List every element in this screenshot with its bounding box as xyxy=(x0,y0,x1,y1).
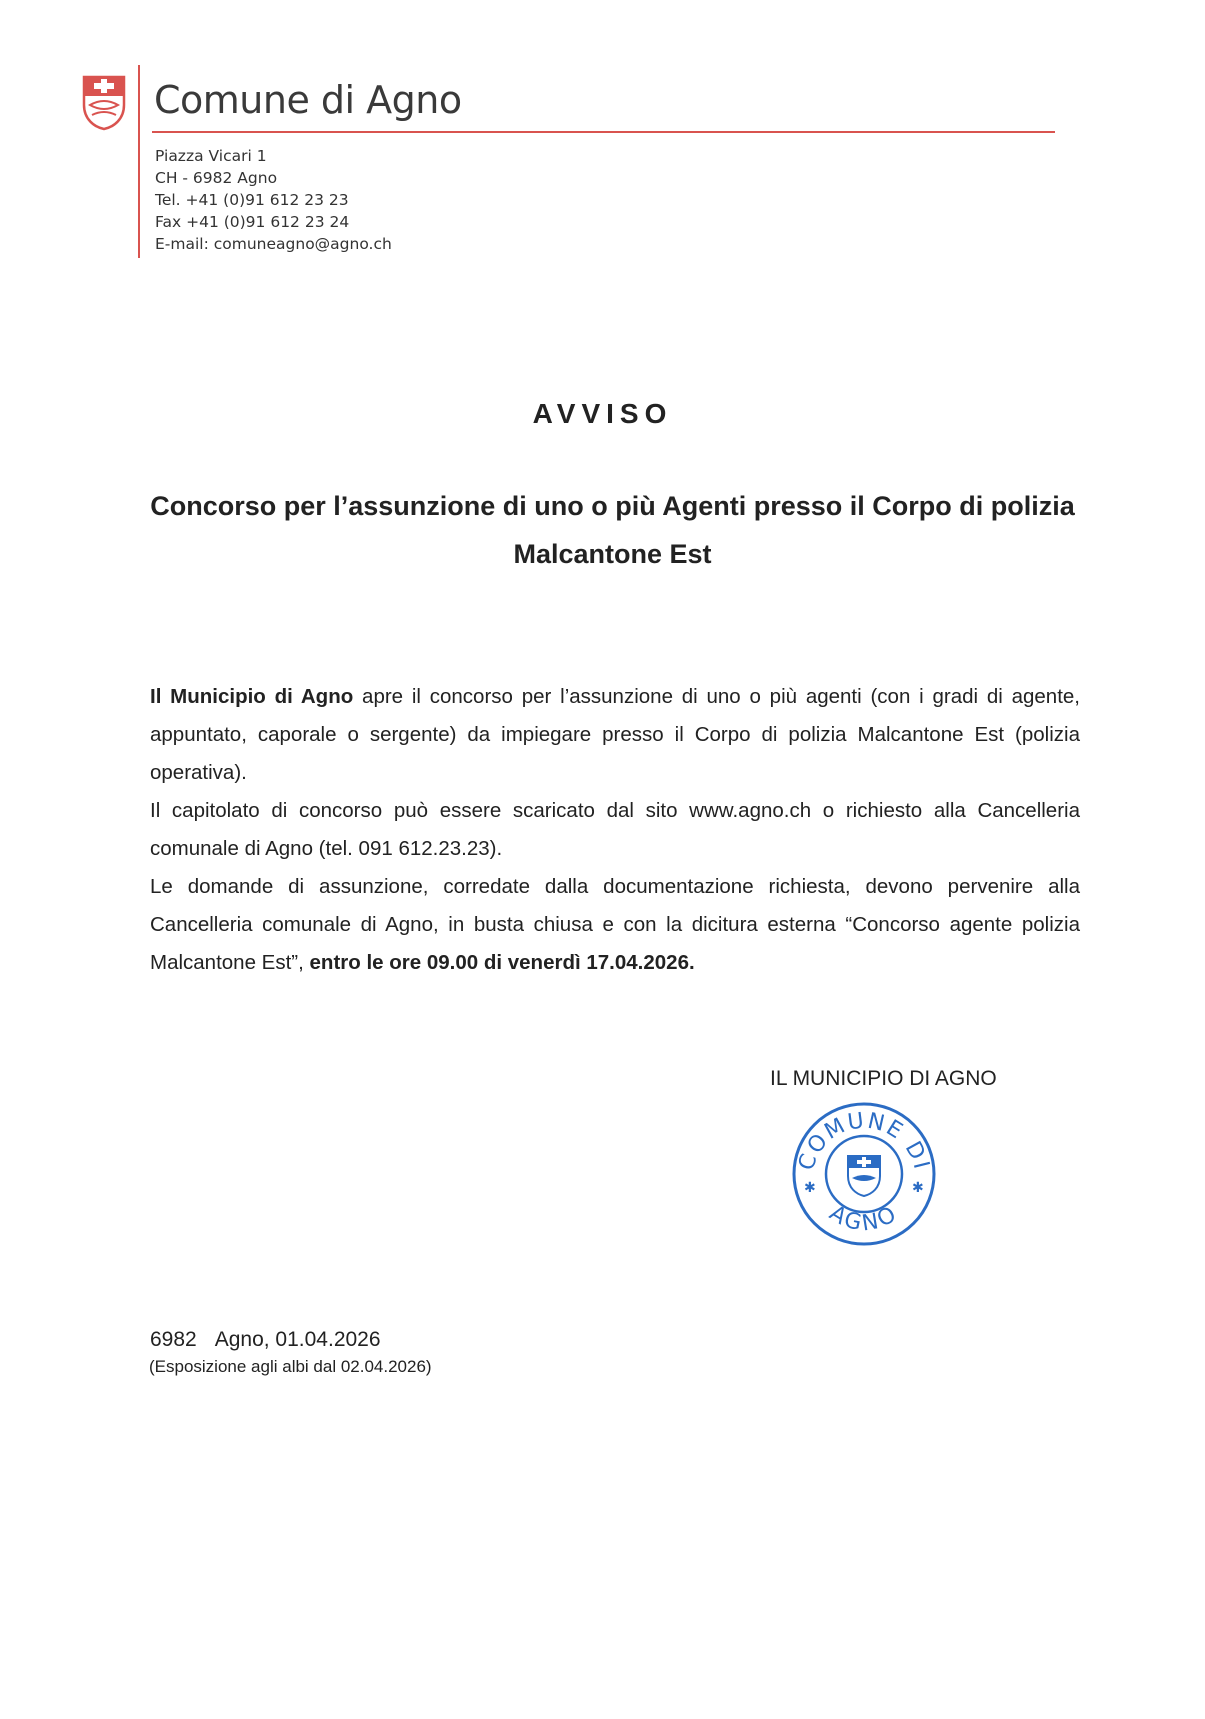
municipality-name: Comune di Agno xyxy=(154,78,462,122)
stamp-crest-icon xyxy=(848,1156,880,1196)
date-line: Agno, 01.04.2026 xyxy=(214,1328,381,1351)
address-email: E-mail: comuneagno@agno.ch xyxy=(155,235,392,253)
signature-label: IL MUNICIPIO DI AGNO xyxy=(770,1067,997,1090)
body-paragraph-3-text: Le domande di assunzione, corredate dalla documentazione richiesta, devono pervenire alla Cancelleria comunale di Agno, in busta chiusa e con la dicitura esterna “Concorso agente polizia Malcantone Est”, xyxy=(150,875,1080,974)
body-paragraph-1-text: apre il concorso per l’assunzione di uno o più agenti (con i gradi di agente, appuntato, caporale o sergente) da impiegare presso il Corpo di polizia Malcantone Est (polizia operativa). xyxy=(150,685,1080,784)
coat-of-arms-icon xyxy=(82,75,126,131)
address-street: Piazza Vicari 1 xyxy=(155,147,267,165)
stamp-bottom-text: AGNO xyxy=(824,1200,904,1237)
place-and-date xyxy=(150,1328,381,1352)
notice-body xyxy=(150,678,1080,982)
stamp-star-icon: ✱ xyxy=(804,1180,816,1196)
notice-subject: Concorso per l’assunzione di uno o più Agenti presso il Corpo di polizia Malcantone Est xyxy=(150,491,1075,569)
exposure-note: (Esposizione agli albi dal 02.04.2026) xyxy=(149,1357,432,1376)
address-phone: Tel. +41 (0)91 612 23 23 xyxy=(155,191,349,209)
body-paragraph-3 xyxy=(150,868,1080,982)
official-stamp xyxy=(790,1100,938,1248)
notice-heading: AVVISO xyxy=(532,398,673,429)
address-fax: Fax +41 (0)91 612 23 24 xyxy=(155,213,350,231)
letterhead-horizontal-rule xyxy=(152,131,1055,133)
postal-code: 6982 xyxy=(150,1328,197,1351)
body-paragraph-1-bold: Il Municipio di Agno xyxy=(150,685,354,708)
svg-text:AGNO xyxy=(825,1201,903,1237)
municipality-address xyxy=(155,145,392,255)
body-paragraph-2: Il capitolato di concorso può essere scaricato dal sito www.agno.ch o richiesto alla Cancelleria comunale di Agno (tel. 091 612.23.23). xyxy=(150,799,1080,860)
stamp-top-text: COMUNE DI xyxy=(793,1108,934,1174)
body-paragraph-1 xyxy=(150,678,1080,792)
letterhead-vertical-rule xyxy=(138,65,140,258)
body-paragraph-3-deadline: entro le ore 09.00 di venerdì 17.04.2026. xyxy=(309,951,695,974)
address-city: CH - 6982 Agno xyxy=(155,169,278,187)
stamp-star-icon: ✱ xyxy=(912,1180,924,1196)
